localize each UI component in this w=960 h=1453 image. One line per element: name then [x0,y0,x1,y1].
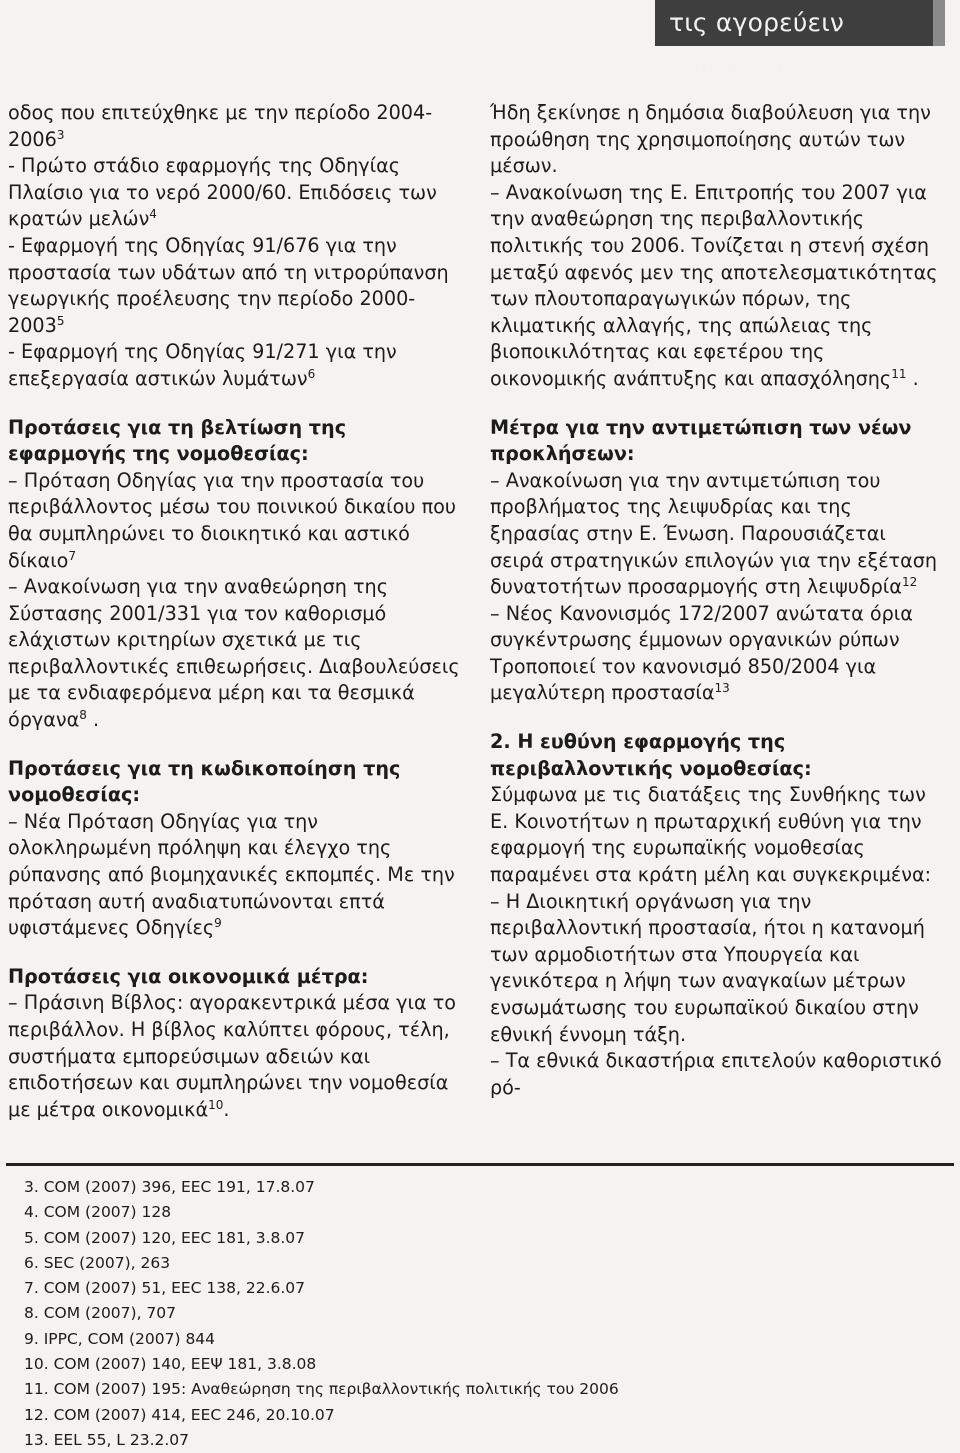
paragraph: – Ανακοίνωση για την αναθεώρηση της Σύστασης 2001/331 για τον καθορισμό ελάχιστων κριτηρίων σχετικά με τις περιβαλλοντικές επιθεωρήσεις. Διαβουλεύσεις με τα ενδιαφερόμενα μέρη και τα θεσμικά όργανα$^8$ . [8,575,460,732]
paragraph: - Εφαρμογή της Οδηγίας 91/676 για την προστασία των υδάτων από τη νιτρορύπανση γεωργικής προέλευσης την περίοδο 2000-2003$^5$ [8,233,449,337]
footnote: 3. COM (2007) 396, ΕΕC 191, 17.8.07 [24,1178,315,1196]
section-title: τις αγορεύειν βούλεται [669,8,845,83]
footnote-divider [6,1163,954,1166]
right-column [490,100,945,1101]
paragraph: οδος που επιτεύχθηκε με την περίοδο 2004-2006$^3$ [8,101,433,151]
section-header [655,0,945,83]
section-heading: Προτάσεις για τη κωδικοποίηση της νομοθεσίας: [8,756,401,807]
section-heading: Μέτρα για την αντιμετώπιση των νέων προκλήσεων: [490,415,912,466]
paragraph: – Ανακοίνωση της Ε. Επιτροπής του 2007 για την αναθεώρηση της περιβαλλοντικής πολιτικής του 2006. Τονίζεται η στενή σχέση μεταξύ αφενός μεν της αποτελεσματικότητας των πλουτοπαραγωγικών πόρων, της κλιματικής αλλαγής, της απώλειας της βιοποικιλότητας και εφετέρου της οικονομικής ανάπτυξης και απασχόλησης$^{11}$ . [490,180,938,390]
paragraph: – Τα εθνικά δικαστήρια επιτελούν καθοριστικό ρό- [490,1049,942,1099]
paragraph: – Νέος Κανονισμός 172/2007 ανώτατα όρια συγκέντρωσης έμμονων οργανικών ρύπων Τροποποιεί τον κανονισμό 850/2004 για μεγαλύτερη προστασία$^{13}$ [490,601,913,705]
footnote: 9. IPPC, COM (2007) 844 [24,1329,216,1348]
paragraph: – Πράσινη Βίβλος: αγορακεντρικά μέσα για το περιβάλλον. Η βίβλος καλύπτει φόρους, τέλη, συστήματα εμπορεύσιμων αδειών και επιδοτήσεων και συμπληρώνει την νομοθεσία με μέτρα οικονομικά$^{10}$. [8,991,457,1121]
paragraph: – Η Διοικητική οργάνωση για την περιβαλλοντική προστασία, ήτοι η κατανομή των αρμοδιοτήτων στα Υπουργεία και γενικότερα η λήψη των αναγκαίων μέτρων ενσωμάτωσης του ευρωπαϊκού δικαίου στην εθνική έννομη τάξη. [490,889,925,1046]
footnote: 5. COM (2007) 120, ΕΕC 181, 3.8.07 [24,1228,306,1247]
footnote: 8. COM (2007), 707 [24,1304,177,1323]
header-edge-decoration [933,0,945,46]
paragraph: – Νέα Πρόταση Οδηγίας για την ολοκληρωμένη πρόληψη και έλεγχο της ρύπανσης από βιομηχανικές εκπομπές. Με την πρόταση αυτή αναδιατυπώνονται επτά υφιστάμενες Οδηγίες$^9$ [8,809,455,940]
section-heading: 2. Η ευθύνη εφαρμογής της περιβαλλοντικής νομοθεσίας: [490,730,812,780]
section-heading: Προτάσεις για τη βελτίωση της εφαρμογής της νομοθεσίας: [8,415,347,466]
paragraph: Σύμφωνα με τις διατάξεις της Συνθήκης των Ε. Κοινοτήτων η πρωταρχική ευθύνη για την εφαρμογή της ευρωπαϊκής νομοθεσίας παραμένει στα κράτη μέλη και συγκεκριμένα: [490,783,932,887]
footnotes [24,1175,924,1453]
left-column [8,100,463,1123]
paragraph: - Πρώτο στάδιο εφαρμογής της Οδηγίας Πλαίσιο για το νερό 2000/60. Επιδόσεις των κρατών μελών$^4$ [8,154,437,231]
paragraph: Ήδη ξεκίνησε η δημόσια διαβούλευση για την προώθηση της χρησιμοποίησης αυτών των μέσων. [490,101,931,178]
footnote: 11. COM (2007) 195: Αναθεώρηση της περιβαλλοντικής πολιτικής του 2006 [24,1380,619,1399]
footnote: 6. SEC (2007), 263 [24,1253,171,1272]
paragraph: – Ανακοίνωση για την αντιμετώπιση του προβλήματος της λειψυδρίας και της ξηρασίας στην Ε. Ένωση. Παρουσιάζεται σειρά στρατηγικών επιλογών για την εξέταση δυνατοτήτων προσαρμογής στη λειψυδρία$^{12}$ [490,468,938,599]
footnote: 10. COM (2007) 140, ΕΕΨ 181, 3.8.08 [24,1355,317,1374]
footnote: 7. COM (2007) 51, ΕΕC 138, 22.6.07 [24,1279,306,1298]
section-heading: Προτάσεις για οικονομικά μέτρα: [8,964,369,988]
footnote: 13. EEL 55, L 23.2.07 [24,1430,190,1449]
footnote: 12. COM (2007) 414, ΕΕC 246, 20.10.07 [24,1405,335,1424]
paragraph: - Εφαρμογή της Οδηγίας 91/271 για την επεξεργασία αστικών λυμάτων$^6$ [8,340,397,390]
footnote: 4. COM (2007) 128 [24,1203,172,1222]
paragraph: – Πρόταση Οδηγίας για την προστασία του περιβάλλοντος μέσω του ποινικού δικαίου που θα συμπληρώνει το διοικητικό και αστικό δίκαιο$^7$ [8,468,456,572]
